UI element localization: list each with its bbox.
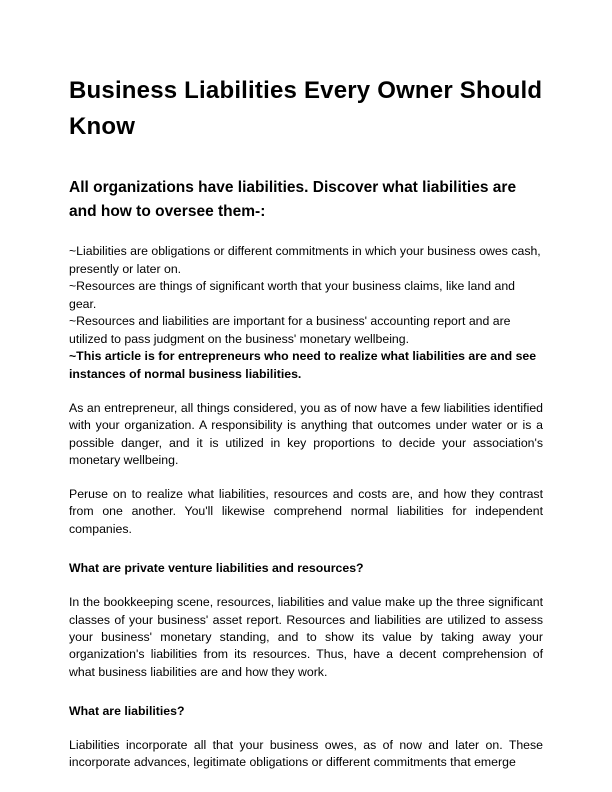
key-points-list	[69, 243, 543, 383]
key-point-resources: ~Resources are things of significant worth that your business claims, like land and gear.	[69, 279, 515, 311]
paragraph-entrepreneur: As an entrepreneur, all things considered, you as of now have a few liabilities identified with your organization. A responsibility is anything that outcomes under water or is a possible danger, and it is utilized in key proportions to decide your association's monetary wellbeing.	[69, 401, 543, 467]
key-point-liabilities: ~Liabilities are obligations or different commitments in which your business owes cash, presently or later on.	[69, 244, 541, 276]
paragraph-liabilities-incorporate: Liabilities incorporate all that your business owes, as of now and later on. These incorporate advances, legitimate obligations or different commitments that emerge	[69, 738, 543, 770]
paragraph-peruse-on: Peruse on to realize what liabilities, resources and costs are, and how they contrast from one another. You'll likewise comprehend normal liabilities for independent companies.	[69, 487, 543, 536]
paragraph-bookkeeping-scene: In the bookkeeping scene, resources, liabilities and value make up the three significant classes of your business' asset report. Resources and liabilities are utilized to assess your business' monetary standing, and to show its value by taking away your organization's liabilities from its resources. Thus, have a decent comprehension of what business liabilities are and how they work.	[69, 595, 543, 679]
section-heading-liabilities-and-resources: What are private venture liabilities and resources?	[69, 561, 364, 576]
key-point-article-note: ~This article is for entrepreneurs who need to realize what liabilities are and see instances of normal business liabilities.	[69, 349, 537, 381]
intro-heading: All organizations have liabilities. Discover what liabilities are and how to oversee them-:	[69, 179, 517, 220]
section-heading-what-are-liabilities: What are liabilities?	[69, 703, 185, 718]
document-title: Business Liabilities Every Owner Should Know	[69, 77, 543, 140]
key-point-accounting-report: ~Resources and liabilities are important for a business' accounting report and are utilized to pass judgment on the business' monetary wellbeing.	[69, 314, 511, 346]
